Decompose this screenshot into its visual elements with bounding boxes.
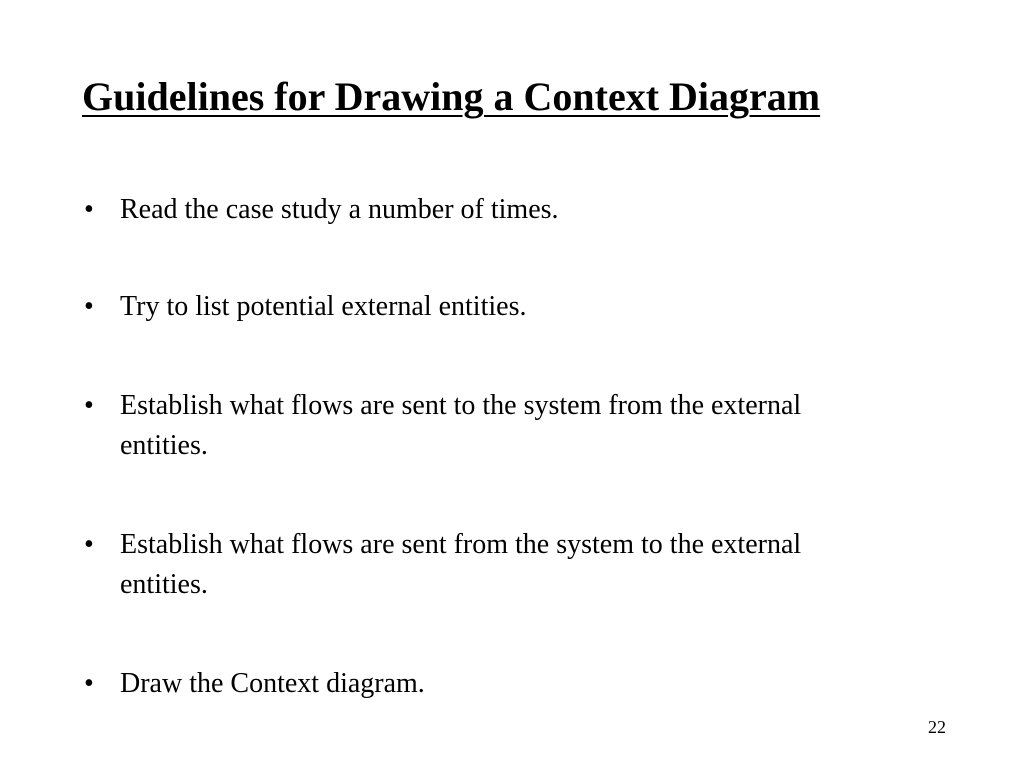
bullet-icon: • [84, 529, 94, 560]
bullet-text: Establish what flows are sent from the system to the external entities. [120, 529, 802, 600]
slide-title: Guidelines for Drawing a Context Diagram [82, 74, 821, 119]
bullet-text: Establish what flows are sent to the system from the external entities. [120, 390, 802, 461]
page-number: 22 [928, 717, 946, 737]
bullet-icon: • [84, 668, 94, 699]
bullet-text: Try to list potential external entities. [120, 291, 527, 322]
bullet-item [84, 664, 884, 704]
bullet-text: Read the case study a number of times. [120, 194, 559, 225]
bullet-icon: • [84, 291, 94, 322]
bullet-item [84, 386, 884, 466]
bullet-text: Draw the Context diagram. [120, 668, 425, 699]
bullet-item [84, 287, 884, 327]
bullet-item [84, 525, 884, 605]
bullet-item [84, 190, 884, 230]
bullet-icon: • [84, 390, 94, 421]
bullet-icon: • [84, 194, 94, 225]
